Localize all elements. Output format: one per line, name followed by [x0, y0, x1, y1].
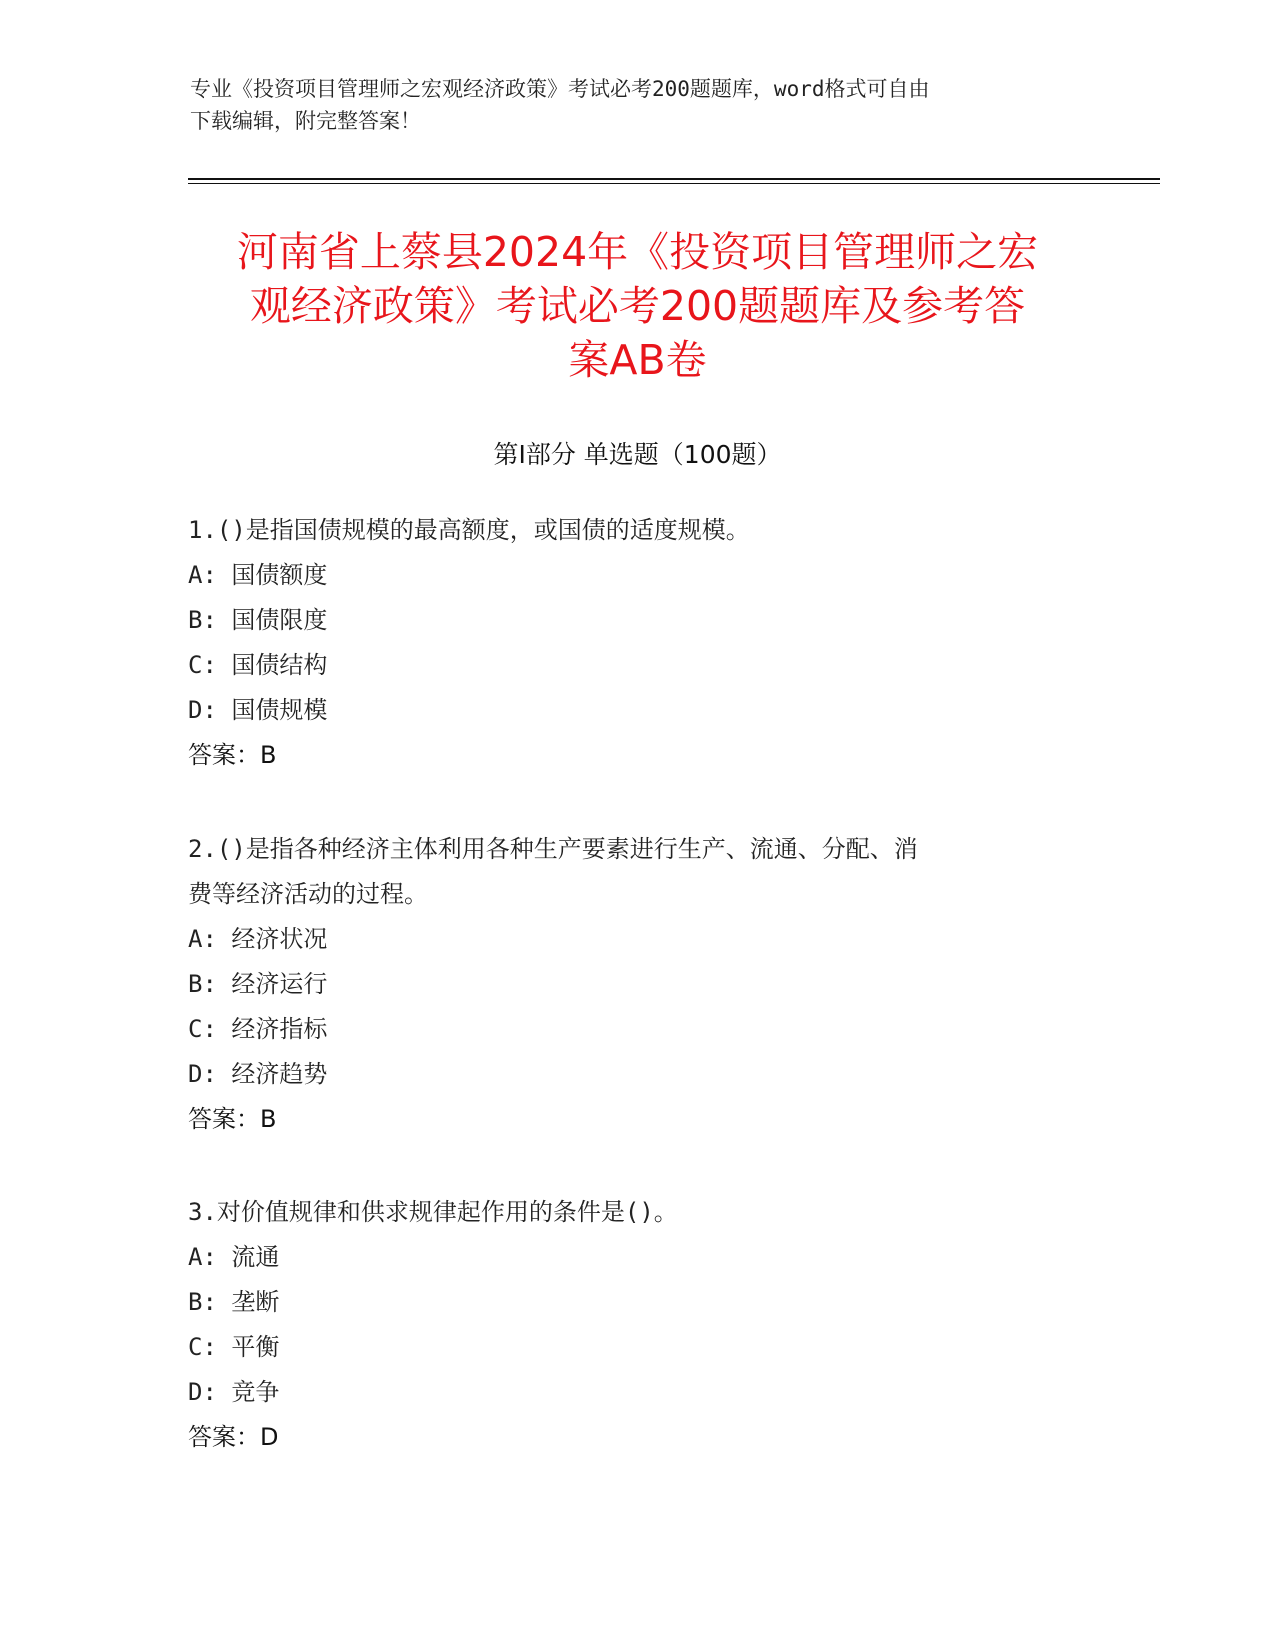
option-c: C: 国债结构	[188, 651, 328, 679]
answer: 答案：B	[188, 1105, 277, 1133]
header-note-line2: 下载编辑，附完整答案！	[190, 109, 421, 133]
option-d: D: 竞争	[188, 1378, 280, 1406]
document-title	[160, 225, 1115, 387]
document-title-line1: 河南省上蔡县2024年《投资项目管理师之宏	[236, 228, 1039, 276]
option-d: D: 经济趋势	[188, 1060, 328, 1088]
option-b: B: 国债限度	[188, 606, 328, 634]
question-stem-line2: 费等经济活动的过程。	[188, 880, 428, 908]
question-stem: 1.()是指国债规模的最高额度，或国债的适度规模。	[188, 516, 750, 544]
option-c: C: 平衡	[188, 1333, 280, 1361]
question-1	[188, 508, 1068, 778]
question-3	[188, 1190, 1068, 1460]
document-title-line2: 观经济政策》考试必考200题题库及参考答	[249, 282, 1026, 330]
option-c: C: 经济指标	[188, 1015, 328, 1043]
question-stem: 3.对价值规律和供求规律起作用的条件是()。	[188, 1198, 678, 1226]
header-note	[190, 73, 1090, 137]
answer: 答案：D	[188, 1423, 279, 1451]
section-title: 第Ⅰ部分 单选题（100题）	[493, 440, 782, 469]
question-stem-line1: 2.()是指各种经济主体利用各种生产要素进行生产、流通、分配、消	[188, 835, 918, 863]
answer: 答案：B	[188, 741, 277, 769]
option-a: A: 流通	[188, 1243, 280, 1271]
header-rule-thick	[188, 178, 1160, 180]
question-2	[188, 827, 1068, 1142]
option-b: B: 经济运行	[188, 970, 328, 998]
option-a: A: 国债额度	[188, 561, 328, 589]
header-rule-thin	[188, 183, 1160, 184]
option-b: B: 垄断	[188, 1288, 280, 1316]
option-d: D: 国债规模	[188, 696, 328, 724]
header-note-line1: 专业《投资项目管理师之宏观经济政策》考试必考200题题库，word格式可自由	[190, 77, 930, 101]
document-title-line3: 案AB卷	[568, 336, 707, 384]
option-a: A: 经济状况	[188, 925, 328, 953]
